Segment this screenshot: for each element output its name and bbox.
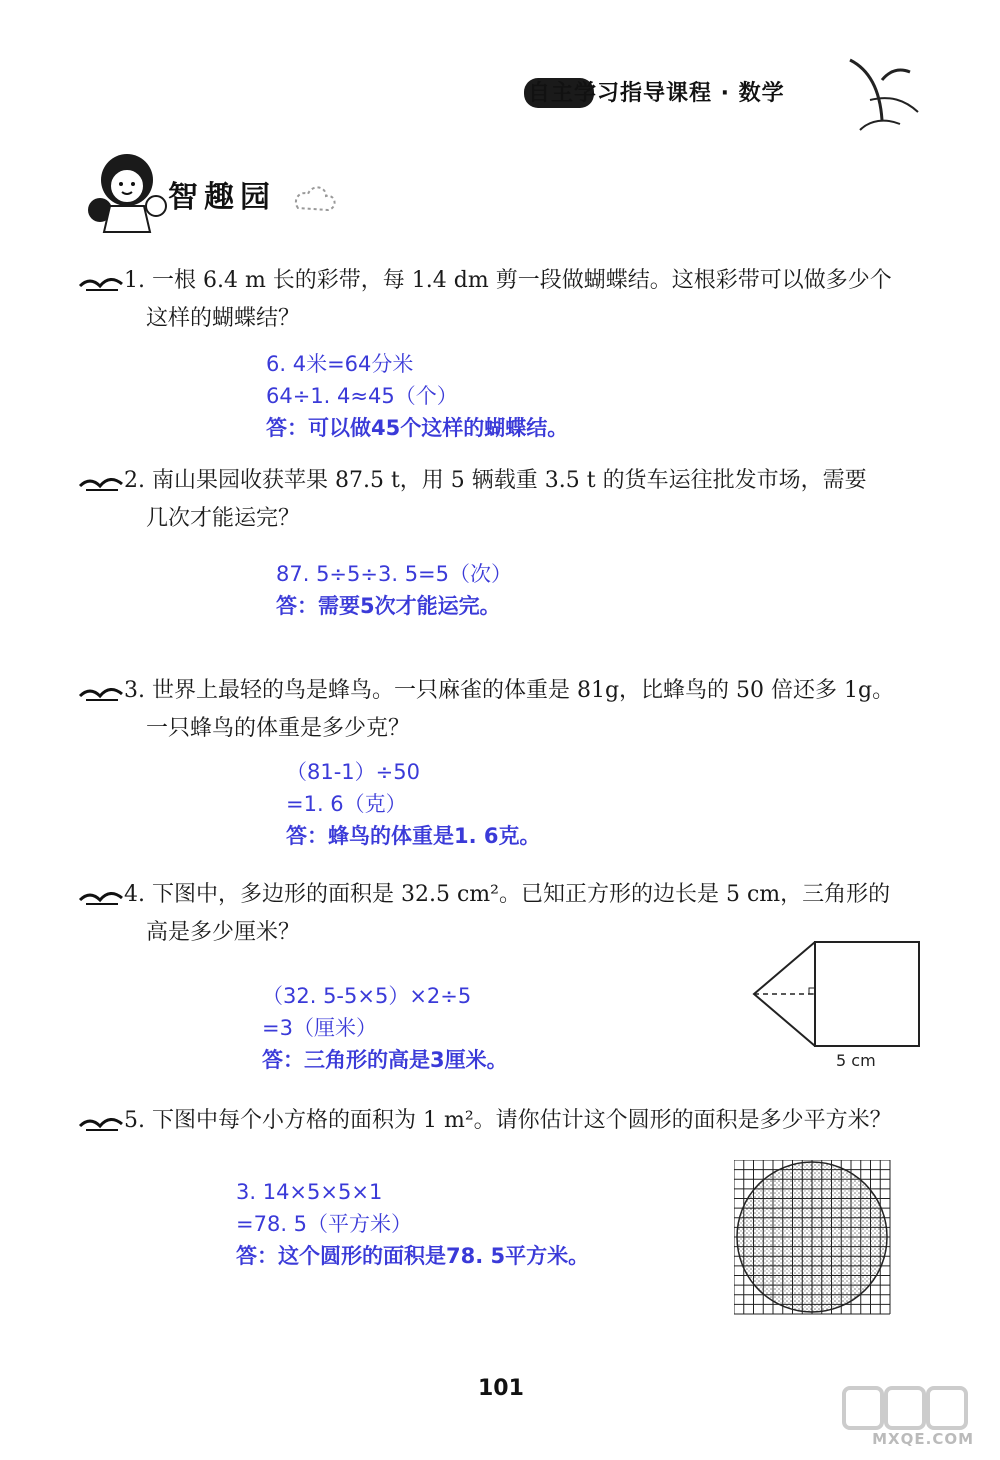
answer-3-step-2: =1. 6（克） bbox=[286, 792, 407, 816]
answer-2-step-1: 87. 5÷5÷3. 5=5（次） bbox=[276, 562, 513, 586]
grid-lines bbox=[734, 1160, 890, 1314]
watermark-text: MXQE.COM bbox=[872, 1430, 974, 1448]
page-header-title bbox=[528, 76, 785, 107]
answer-5-step-2: =78. 5（平方米） bbox=[236, 1212, 413, 1236]
question-3-icon bbox=[78, 676, 124, 704]
question-1-icon bbox=[78, 266, 124, 294]
answer-1-step-2: 64÷1. 4≈45（个） bbox=[266, 384, 458, 408]
section-title-text: 智趣园 bbox=[168, 180, 276, 215]
answer-2 bbox=[276, 558, 512, 622]
question-2-icon bbox=[78, 466, 124, 494]
question-3 bbox=[124, 672, 964, 748]
section-title bbox=[168, 172, 276, 216]
question-4-line-2: 高是多少厘米？ bbox=[146, 920, 301, 945]
page-number: 101 bbox=[478, 1376, 524, 1401]
square-shape bbox=[815, 942, 919, 1046]
question-2-line-1: 2. 南山果园收获苹果 87.5 t，用 5 辆载重 3.5 t 的货车运往批发市场，需要 bbox=[124, 468, 867, 493]
answer-3 bbox=[286, 756, 541, 852]
grid-circle-figure bbox=[734, 1160, 894, 1316]
question-2-line-2: 几次才能运完？ bbox=[146, 506, 301, 531]
answer-4-final: 答：三角形的高是3厘米。 bbox=[262, 1048, 508, 1072]
answer-1-final: 答：可以做45个这样的蝴蝶结。 bbox=[266, 416, 569, 440]
answer-2-final: 答：需要5次才能运完。 bbox=[276, 594, 501, 618]
answer-5-step-1: 3. 14×5×5×1 bbox=[236, 1180, 383, 1204]
answer-3-final: 答：蜂鸟的体重是1. 6克。 bbox=[286, 824, 541, 848]
answer-5 bbox=[236, 1176, 589, 1272]
header-decoration-icon bbox=[830, 40, 930, 140]
header-title-text: 自主学习指导课程 · 数学 bbox=[528, 81, 785, 106]
question-5-line-1: 5. 下图中每个小方格的面积为 1 m²。请你估计这个圆形的面积是多少平方米？ bbox=[124, 1108, 892, 1133]
question-3-line-2: 一只蜂鸟的体重是多少克？ bbox=[146, 716, 411, 741]
answer-4-step-1: （32. 5-5×5）×2÷5 bbox=[262, 984, 472, 1008]
cloud-decoration-icon bbox=[290, 178, 340, 218]
question-3-line-1: 3. 世界上最轻的鸟是蜂鸟。一只麻雀的体重是 81g，比蜂鸟的 50 倍还多 1g。 bbox=[124, 678, 895, 703]
answer-3-step-1: （81-1）÷50 bbox=[286, 760, 420, 784]
question-4-line-1: 4. 下图中，多边形的面积是 32.5 cm²。已知正方形的边长是 5 cm，三角形的 bbox=[124, 882, 891, 907]
question-5 bbox=[124, 1102, 984, 1140]
girl-mascot-icon bbox=[80, 140, 175, 235]
question-1-line-1: 1. 一根 6.4 m 长的彩带，每 1.4 dm 剪一段做蝴蝶结。这根彩带可以做多少个 bbox=[124, 268, 892, 293]
question-1 bbox=[124, 262, 964, 338]
question-2 bbox=[124, 462, 964, 538]
question-5-icon bbox=[78, 1106, 124, 1134]
answer-1 bbox=[266, 348, 568, 444]
answer-1-step-1: 6. 4米=64分米 bbox=[266, 352, 414, 376]
side-length-label: 5 cm bbox=[836, 1051, 876, 1070]
question-1-line-2: 这样的蝴蝶结？ bbox=[146, 306, 301, 331]
answer-4 bbox=[262, 980, 508, 1076]
question-4-icon bbox=[78, 880, 124, 908]
answer-5-final: 答：这个圆形的面积是78. 5平方米。 bbox=[236, 1244, 590, 1268]
answer-4-step-2: =3（厘米） bbox=[262, 1016, 377, 1040]
polygon-figure bbox=[740, 930, 930, 1080]
